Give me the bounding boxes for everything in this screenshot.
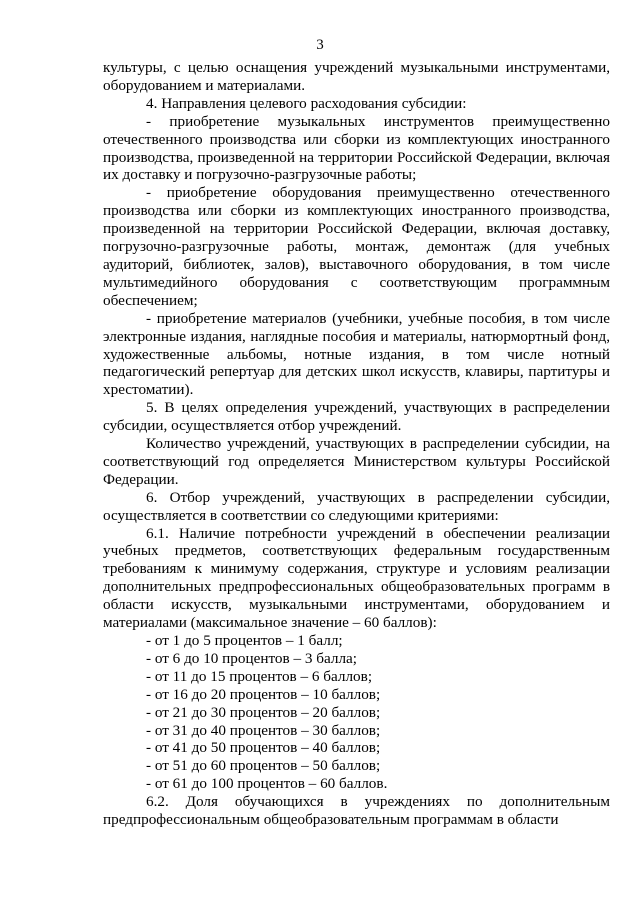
score-item: - от 31 до 40 процентов – 30 баллов; (146, 721, 381, 739)
paragraph-continuation: культуры, с целью оснащения учреждений музыкальными инструментами, оборудованием и материалами. (103, 59, 610, 94)
score-item: - от 21 до 30 процентов – 20 баллов; (146, 703, 381, 721)
paragraph-section-4: 4. Направления целевого расходования субсидии: (146, 94, 467, 112)
score-item: - от 41 до 50 процентов – 40 баллов; (146, 739, 381, 757)
score-item: - от 16 до 20 процентов – 10 баллов; (146, 685, 381, 703)
paragraph-equipment: - приобретение оборудования преимущественно отечественного производства или сборки из комплектующих иностранного производства, произведенной на территории Российской Федерации, включая доставку, погрузочно-разгрузочные работы, монтаж, демонтаж (для учебных аудиторий, библиотек, залов), выставочного оборудования, в том числе мультимедийного оборудования с соответствующим программным обеспечением; (103, 184, 610, 309)
paragraph-section-6-1: 6.1. Наличие потребности учреждений в обеспечении реализации учебных предметов, соответствующих федеральным государственным требованиям к минимуму содержания, структуре и условиям реализации дополнительных предпрофессиональных общеобразовательных программ в области искусств, музыкальными инструментами, оборудованием и материалами (максимальное значение – 60 баллов): (103, 524, 610, 632)
document-body (103, 59, 610, 829)
paragraph-section-6: 6. Отбор учреждений, участвующих в распределении субсидии, осуществляется в соответствии со следующими критериями: (103, 488, 610, 524)
score-item: - от 1 до 5 процентов – 1 балл; (146, 632, 343, 649)
paragraph-materials: - приобретение материалов (учебники, учебные пособия, в том числе электронные издания, наглядные пособия и материалы, натюрмортный фонд, художественные альбомы, нотные издания, в том числе нотный педагогический репертуар для детских школ искусств, клавиры, партитуры и хрестоматии). (103, 309, 610, 399)
score-item: - от 6 до 10 процентов – 3 балла; (146, 649, 357, 667)
page-number: 3 (316, 37, 324, 53)
paragraph-section-6-2: 6.2. Доля обучающихся в учреждениях по дополнительным предпрофессиональным общеобразовательным программам в области (103, 793, 610, 829)
score-item: - от 11 до 15 процентов – 6 баллов; (146, 667, 373, 685)
paragraph-count: Количество учреждений, участвующих в распределении субсидии, на соответствующий год определяется Министерством культуры Российской Федерации. (103, 435, 610, 488)
score-item: - от 61 до 100 процентов – 60 баллов. (146, 775, 388, 793)
paragraph-instruments: - приобретение музыкальных инструментов преимущественно отечественного производства или сборки из комплектующих иностранного производства, произведенной на территории Российской Федерации, включая их доставку и погрузочно-разгрузочные работы; (103, 112, 610, 184)
paragraph-section-5: 5. В целях определения учреждений, участвующих в распределении субсидии, осуществляется отбор учреждений. (103, 399, 610, 435)
score-item: - от 51 до 60 процентов – 50 баллов; (146, 757, 381, 775)
